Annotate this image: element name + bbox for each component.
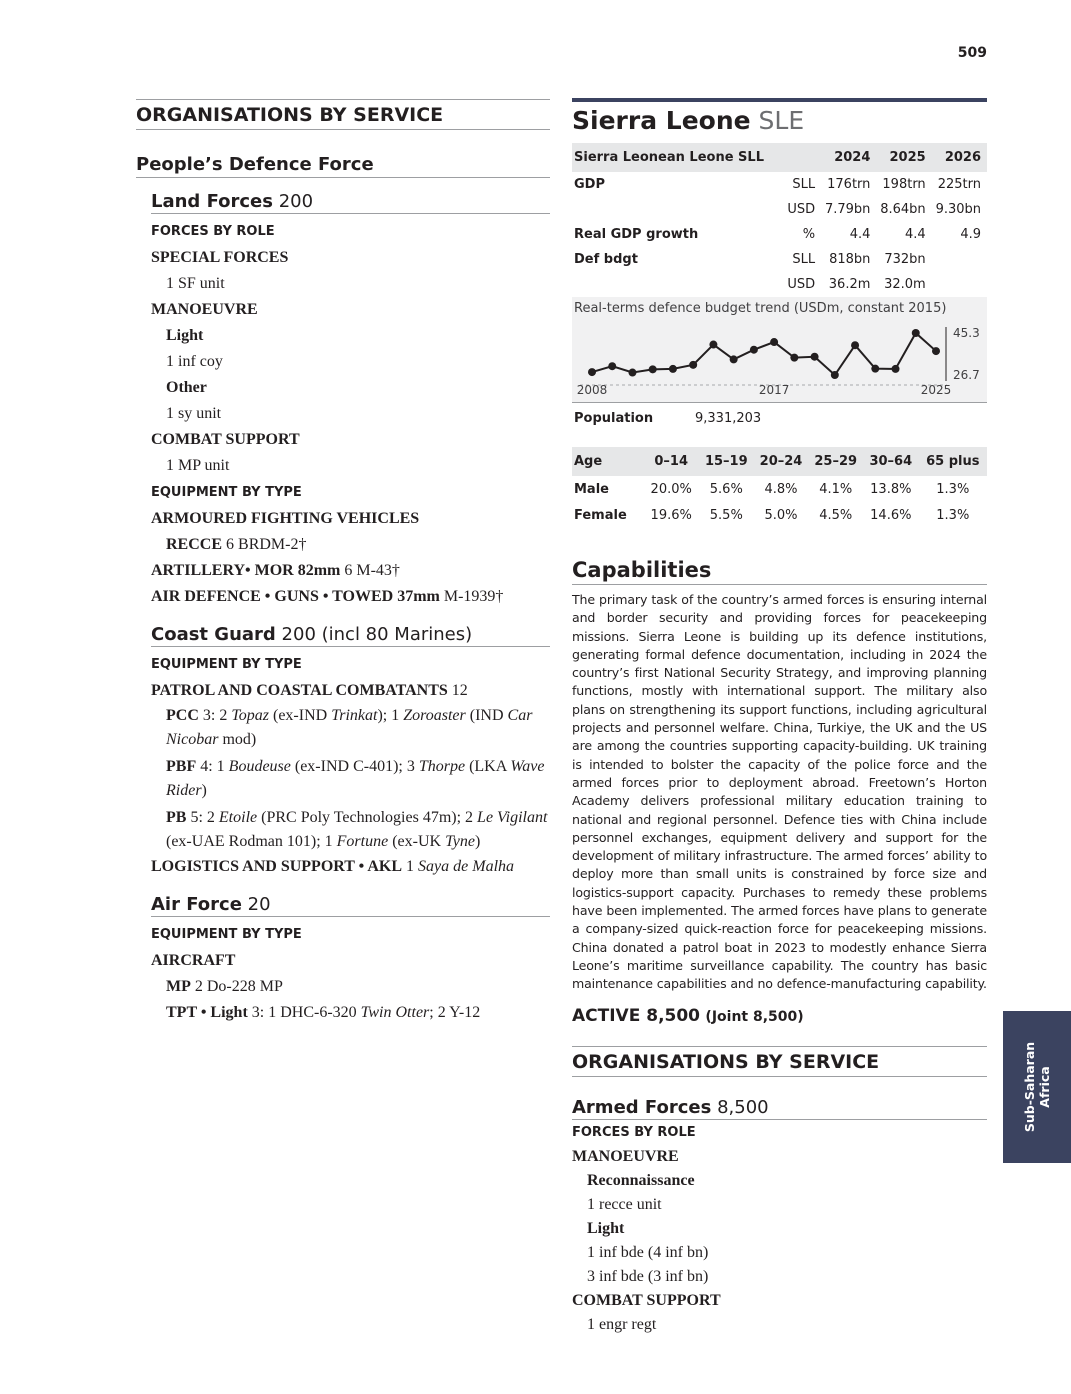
right-column (572, 98, 987, 1337)
table-row: USD 36.2m 32.0m (787, 277, 926, 292)
sy-unit: 1 sy unit (166, 405, 222, 422)
data-point (709, 341, 717, 349)
section-title: ORGANISATIONS BY SERVICE (136, 99, 550, 130)
table-row: GDP SLL 176trn 198trn 225trn (574, 177, 981, 192)
combat-support-label: COMBAT SUPPORT (151, 431, 300, 448)
population-value: 9,331,203 (695, 411, 762, 426)
patrol-line: PATROL AND COASTAL COMBATANTS 12 (151, 682, 468, 699)
armed-light-label: Light (587, 1219, 625, 1237)
data-point (689, 361, 697, 369)
land-forces-heading: Land Forces 200 (151, 191, 550, 214)
age-header: 30–64 (863, 447, 919, 476)
population-row (572, 403, 987, 433)
armed-combat-support-label: COMBAT SUPPORT (572, 1291, 721, 1309)
pb-entry: PB 5: 2 Etoile (PRC Poly Technologies 47m); 2 Le Vigilant (ex-UAE Rodman 101); 1 Fortune (ex-UK Tyne) (166, 809, 548, 850)
data-point (871, 365, 879, 373)
special-forces-label: SPECIAL FORCES (151, 249, 289, 266)
capabilities-text: The primary task of the country’s armed forces is ensuring internal and border security and providing forces for peacekeeping missions. Sierra Leone is building up its defence institutions, generating formal defence documentation, including in 2024 the country’s first National Security Strategy, and improving planning functions, mostly with international support. The military also plans on strengthening its support functions, including agricultural projects and personnel welfare. China, Turkiye, the UK and the US are among the countries supporting capacity-building. UK training is intended to bolster the capacity of the police force and the armed forces prior to deployment abroad. Freetown’s Horton Academy delivers professional military education training to national and regional personnel. Defence ties with China include personnel exchanges, equipment delivery and support for the development of military infrastructure. The armed forces’ ability to deploy more than small units is constrained by force size and logistics-support capacity. Purchases to remedy these problems have been implemented. The armed forces have plans to generate a company-sized quick-reaction force for peacekeeping missions. China donated a patrol boat in 2023 to modestly enhance Sierra Leone’s maritime surveillance capability. The country has basic maintenance capabilities and no defence-manufacturing capability. (572, 592, 987, 992)
data-point (608, 362, 616, 370)
y-tick-label: 45.3 (953, 326, 980, 340)
data-point (851, 341, 859, 349)
inf-bde-3: 3 inf bde (3 inf bn) (587, 1267, 709, 1285)
air-defence-line: AIR DEFENCE • GUNS • TOWED 37mm M-1939† (151, 588, 504, 605)
coast-equipment-label: EQUIPMENT BY TYPE (151, 657, 302, 672)
armed-forces-by-role-label: FORCES BY ROLE (572, 1124, 696, 1140)
data-point (892, 365, 900, 373)
table-row: USD 7.79bn 8.64bn 9.30bn (787, 202, 981, 217)
coast-guard-heading: Coast Guard 200 (incl 80 Marines) (151, 624, 550, 647)
pbf-entry: PBF 4: 1 Boudeuse (ex-IND C-401); 3 Thorpe (LKA Wave Rider) (166, 758, 545, 799)
light-label: Light (166, 327, 204, 344)
data-point (912, 329, 920, 337)
age-header: 20–24 (754, 447, 809, 476)
active-strength: ACTIVE 8,500 (Joint 8,500) (572, 1005, 804, 1026)
sf-unit: 1 SF unit (166, 275, 225, 292)
econ-header-2024: 2024 (821, 143, 876, 172)
recce-line: RECCE 6 BRDM-2† (166, 536, 307, 553)
data-point (669, 365, 677, 373)
population-label: Population (574, 411, 654, 426)
age-table (572, 447, 987, 528)
air-equipment-label: EQUIPMENT BY TYPE (151, 927, 302, 942)
econ-header-2025: 2025 (876, 143, 931, 172)
region-tab (1003, 1011, 1071, 1163)
y-tick-label: 26.7 (953, 368, 980, 382)
mp-unit: 1 MP unit (166, 457, 230, 474)
age-header: 25–29 (808, 447, 863, 476)
equipment-by-type-label: EQUIPMENT BY TYPE (151, 485, 302, 500)
recce-unit: 1 recce unit (587, 1195, 662, 1213)
afv-label: ARMOURED FIGHTING VEHICLES (151, 510, 420, 527)
data-point (831, 371, 839, 379)
age-header: 15–19 (699, 447, 754, 476)
forces-by-role-label: FORCES BY ROLE (151, 224, 275, 239)
x-tick-label: 2008 (576, 383, 608, 397)
capabilities-title: Capabilities (572, 558, 987, 585)
data-point (770, 338, 778, 346)
mp-aircraft-line: MP 2 Do-228 MP (166, 978, 283, 995)
armed-forces-heading: Armed Forces 8,500 (572, 1097, 987, 1120)
logistics-line: LOGISTICS AND SUPPORT • AKL 1 Saya de Malha (151, 858, 515, 875)
data-point (750, 346, 758, 354)
data-point (811, 353, 819, 361)
econ-header-currency: Sierra Leonean Leone SLL (572, 143, 785, 172)
country-title: Sierra Leone SLE (572, 106, 805, 135)
age-header: Age (572, 447, 643, 476)
pdf-title: People’s Defence Force (136, 154, 550, 178)
age-header: 65 plus (919, 447, 987, 476)
data-point (628, 369, 636, 377)
engr-regt: 1 engr regt (587, 1315, 657, 1333)
inf-bde-1: 1 inf bde (4 inf bn) (587, 1243, 709, 1261)
pcc-entry: PCC 3: 2 Topaz (ex-IND Trinkat); 1 Zoroaster (IND Car Nicobar mod) (166, 707, 533, 748)
armed-manoeuvre-label: MANOEUVRE (572, 1147, 679, 1165)
budget-trend-chart (572, 297, 987, 403)
data-point (730, 355, 738, 363)
trend-svg (572, 297, 987, 402)
series-line (592, 333, 936, 375)
reconnaissance-label: Reconnaissance (587, 1171, 695, 1189)
right-section-title: ORGANISATIONS BY SERVICE (572, 1046, 987, 1077)
data-point (790, 354, 798, 362)
table-row: Real GDP growth % 4.4 4.4 4.9 (574, 227, 981, 242)
region-tab-label: Sub-Saharan Africa (1022, 1041, 1052, 1133)
inf-coy: 1 inf coy (166, 353, 223, 370)
page-number: 509 (957, 45, 987, 61)
table-row: Female 19.6% 5.5% 5.0% 4.5% 14.6% 1.3% (574, 507, 970, 523)
air-force-heading: Air Force 20 (151, 894, 550, 917)
other-label: Other (166, 379, 207, 396)
age-header: 0–14 (643, 447, 699, 476)
econ-header-unit (785, 143, 821, 172)
tpt-aircraft-line: TPT • Light 3: 1 DHC-6-320 Twin Otter; 2 Y-12 (166, 1004, 481, 1021)
chart-title: Real-terms defence budget trend (USDm, constant 2015) (574, 301, 947, 316)
table-row: Male 20.0% 5.6% 4.8% 4.1% 13.8% 1.3% (574, 481, 970, 497)
artillery-line: ARTILLERY• MOR 82mm 6 M-43† (151, 562, 400, 579)
table-row: Def bdgt SLL 818bn 732bn (574, 252, 926, 267)
data-point (649, 365, 657, 373)
manoeuvre-label: MANOEUVRE (151, 301, 258, 318)
x-tick-label: 2025 (920, 383, 952, 397)
economic-table (572, 143, 987, 297)
left-column (136, 99, 550, 1026)
aircraft-label: AIRCRAFT (151, 952, 236, 969)
data-point (932, 347, 940, 355)
data-point (588, 368, 596, 376)
econ-header-2026: 2026 (932, 143, 987, 172)
x-tick-label: 2017 (758, 383, 790, 397)
